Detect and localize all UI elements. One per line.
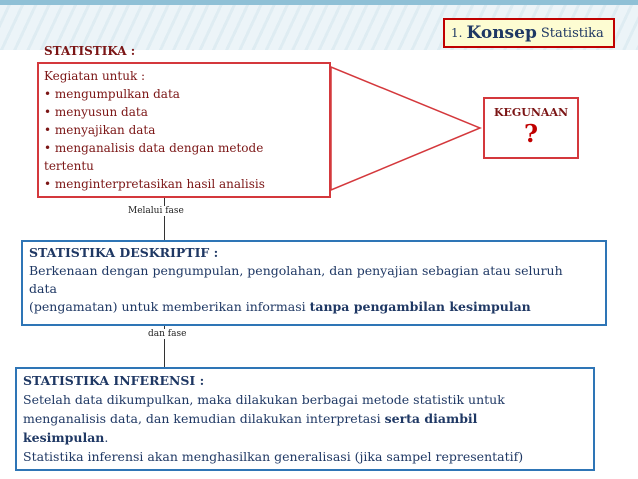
deskriptif-line: Berkenaan dengan pengumpulan, pengolahan, dan penyajian sebagian atau seluruh bbox=[29, 263, 563, 278]
kegunaan-box bbox=[483, 97, 579, 159]
inferensi-box bbox=[15, 367, 595, 471]
statistika-line: • menyusun data bbox=[44, 105, 148, 119]
inferensi-line bbox=[23, 428, 587, 447]
inferensi-emphasis: kesimpulan bbox=[23, 430, 105, 445]
statistika-line: • menganalisis data dengan metode bbox=[44, 141, 264, 155]
inferensi-line-text: . bbox=[104, 430, 109, 445]
title-subject: Statistika bbox=[540, 25, 604, 41]
statistika-line: tertentu bbox=[44, 159, 94, 173]
title-number: 1. bbox=[451, 26, 463, 40]
deskriptif-box bbox=[21, 240, 607, 326]
kegunaan-question-mark: ? bbox=[523, 119, 539, 148]
deskriptif-emphasis: tanpa pengambilan kesimpulan bbox=[309, 299, 531, 314]
right-arrow-shape bbox=[330, 66, 482, 192]
kegunaan-label: KEGUNAAN bbox=[493, 106, 569, 119]
deskriptif-heading: STATISTIKA DESKRIPTIF : bbox=[29, 245, 219, 260]
connector-label-dan-fase: dan fase bbox=[148, 329, 187, 339]
inferensi-heading: STATISTIKA INFERENSI : bbox=[23, 373, 205, 388]
statistika-line: • menginterpretasikan hasil analisis bbox=[44, 177, 265, 191]
slide-title bbox=[443, 18, 615, 48]
arrow-polygon bbox=[331, 67, 480, 190]
inferensi-emphasis: serta diambil bbox=[384, 411, 478, 426]
statistika-heading: STATISTIKA : bbox=[44, 44, 136, 58]
inferensi-line bbox=[23, 409, 587, 428]
header-top-line bbox=[0, 0, 638, 5]
statistika-box bbox=[37, 62, 331, 198]
inferensi-line: Setelah data dikumpulkan, maka dilakukan berbagai metode statistik untuk bbox=[23, 392, 505, 407]
deskriptif-line bbox=[29, 298, 599, 316]
connector-line-top bbox=[164, 198, 165, 240]
statistika-line: Kegiatan untuk : bbox=[44, 69, 146, 83]
statistika-line: • menyajikan data bbox=[44, 123, 156, 137]
inferensi-line: Statistika inferensi akan menghasilkan generalisasi (jika sampel representatif) bbox=[23, 449, 524, 464]
connector-label-melalui: Melalui fase bbox=[128, 206, 184, 216]
title-word: Konsep bbox=[466, 23, 537, 43]
statistika-line: • mengumpulkan data bbox=[44, 87, 180, 101]
deskriptif-line-text: (pengamatan) untuk memberikan informasi bbox=[29, 299, 310, 314]
inferensi-line-text: menganalisis data, dan kemudian dilakukan interpretasi bbox=[23, 411, 385, 426]
deskriptif-line: data bbox=[29, 281, 57, 296]
